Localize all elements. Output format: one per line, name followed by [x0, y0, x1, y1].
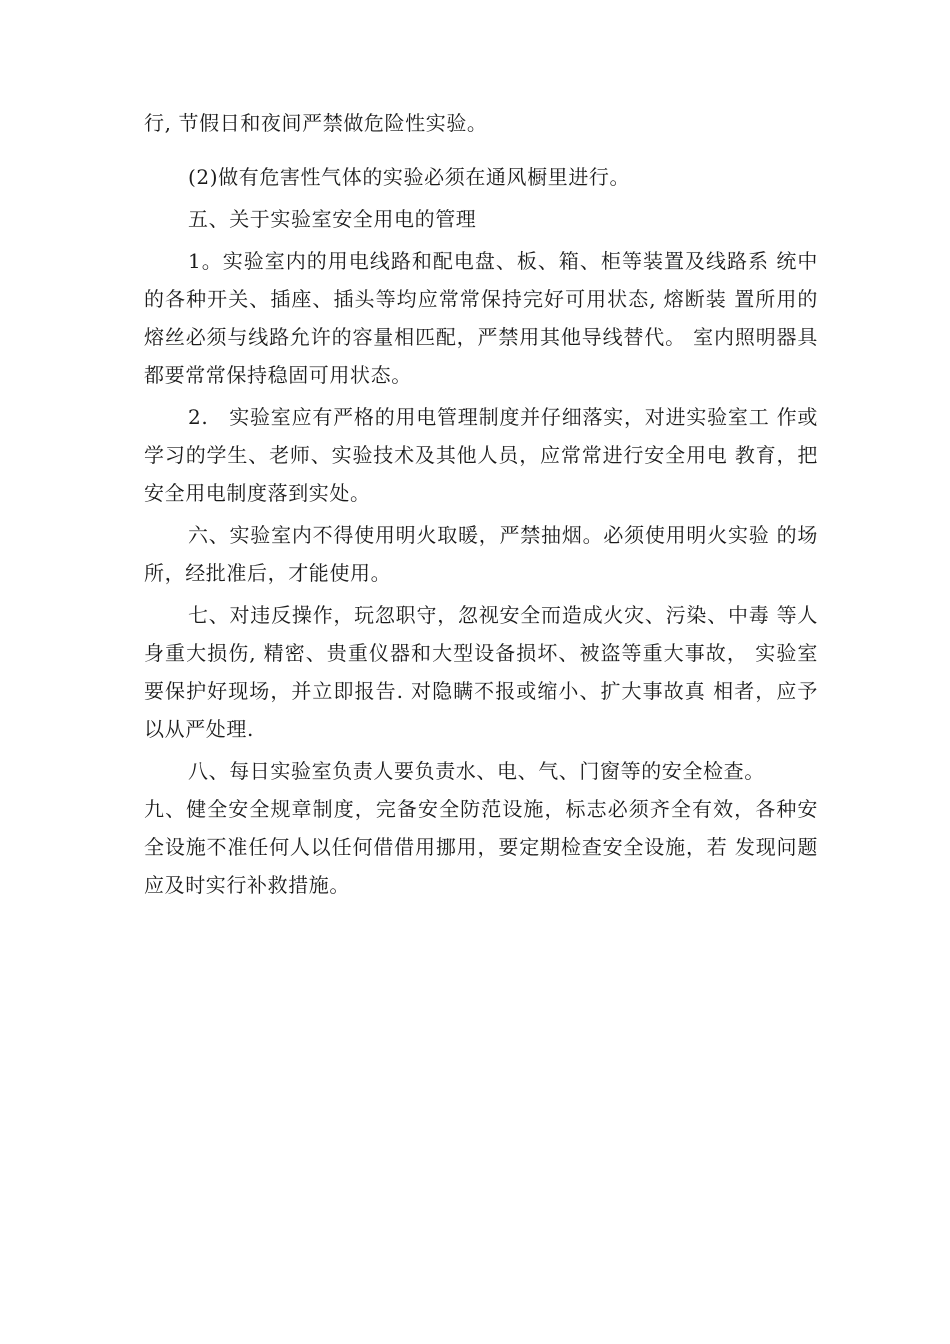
paragraph-section-seven: 七、对违反操作，玩忽职守，忽视安全而造成火灾、污染、中毒 等人身重大损伤, 精密、贵重仪器和大型设备损坏、被盗等重大事故， 实验室要保护好现场，并立即报告. 对隐瞒不报或缩小、扩大事故真 相者，应予以从严处理. — [144, 603, 818, 741]
paragraph-ventilation-rule: (2)做有危害性气体的实验必须在通风橱里进行。 — [188, 165, 631, 189]
paragraph-section-nine: 九、健全安全规章制度，完备安全防范设施，标志必须齐全有效，各种安全设施不准任何人以任何借借用挪用，要定期检查安全设施，若 发现问题应及时实行补救措施。 — [144, 797, 818, 897]
paragraph-electricity-item-2: 2. 实验室应有严格的用电管理制度并仔细落实，对进实验室工 作或学习的学生、老师、实验技术及其他人员，应常常进行安全用电 教育，把安全用电制度落到实处。 — [144, 405, 818, 505]
paragraph-electricity-item-1: 1。实验室内的用电线路和配电盘、板、箱、柜等装置及线路系 统中的各种开关、插座、插头等均应常常保持完好可用状态, 熔断装 置所用的熔丝必须与线路允许的容量相匹配，严禁用其他导线替代。 室内照明器具都要常常保持稳固可用状态。 — [144, 249, 818, 387]
paragraph-continuation: 行, 节假日和夜间严禁做危险性实验。 — [144, 111, 488, 135]
document-body — [144, 104, 818, 904]
paragraph-section-six: 六、实验室内不得使用明火取暖，严禁抽烟。必须使用明火实验 的场所，经批准后，才能使用。 — [144, 523, 818, 585]
section-heading-electricity: 五、关于实验室安全用电的管理 — [188, 207, 477, 231]
paragraph-section-eight: 八、每日实验室负责人要负责水、电、气、门窗等的安全检查。 — [188, 759, 765, 783]
